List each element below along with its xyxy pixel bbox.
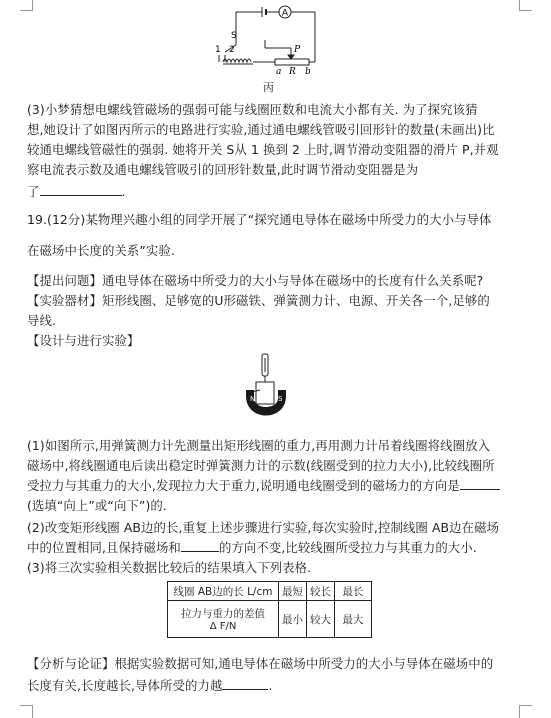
rheostat-r-label: R — [289, 67, 296, 77]
table-cell: 最大 — [335, 601, 372, 638]
p1-line-4: (选填“向上”或“向下”)的. — [27, 498, 167, 513]
analysis-line-1 — [27, 654, 527, 674]
p2-line-2 — [27, 538, 527, 558]
figure-caption: 丙 — [263, 81, 274, 94]
table-row2-head-text: 拉力与重力的差值 — [181, 608, 265, 620]
table-row — [168, 582, 372, 601]
analysis-label: 【分析与论证】 — [27, 656, 115, 671]
equip-text: 矩形线圈、足够宽的U形磁铁、弹簧测力计、电源、开关各一个,足够的 — [101, 293, 490, 308]
rheostat-a-label: a — [276, 67, 282, 77]
crop-mark-top-left — [20, 0, 33, 11]
ask-text: 通电导体在磁场中所受力的大小与导体在磁场中的长度有什么关系呢? — [101, 273, 484, 288]
magnet-n-label: N — [250, 395, 256, 403]
analysis-answer-blank[interactable] — [222, 676, 268, 690]
design-label: 【设计与进行实验】 — [27, 333, 140, 348]
p2-line-1: (2)改变矩形线圈 AB边的长,重复上述步骤进行实验,每次实验时,控制线圈 AB边在磁场 — [27, 520, 500, 535]
q3-line-3: 较通电螺线管磁性的强弱. 她将开关 S从 1 换到 2 上时,调节滑动变阻器的滑片 P,并观 — [27, 142, 499, 157]
circuit-figure — [205, 0, 335, 80]
p2-suffix: 的方向不变,比较线圈所受拉力与其重力的大小. — [218, 540, 477, 555]
crop-mark-bottom-left — [20, 705, 33, 718]
equipment-line-2: 导线. — [27, 313, 57, 328]
q3-answer-blank[interactable] — [40, 182, 122, 196]
p1-line-1: (1)如图所示,用弹簧测力计先测量出矩形线圈的重力,再用测力计吊着线圈将线圈放入 — [27, 438, 491, 453]
p1-line-3 — [27, 476, 527, 496]
equipment — [27, 291, 527, 311]
terminal-1-label: 1 — [215, 45, 221, 55]
q19-title-line-2: 在磁场中长度的关系”实验. — [27, 243, 175, 258]
magnet-s-label: S — [278, 395, 283, 403]
crop-mark-top-right — [519, 0, 532, 11]
table-row1-head: 线圈 AB边的长 L/cm — [168, 582, 279, 601]
table-cell: 最短 — [279, 582, 307, 601]
table-cell: 最小 — [279, 601, 307, 638]
q3-line-2: 想,她设计了如图丙所示的电路进行实验,通过通电螺线管吸引回形针的数量(未画出)比 — [27, 122, 495, 137]
p3-line-1: (3)将三次实验相关数据比较后的结果填入下列表格. — [27, 560, 312, 575]
p2-prefix: 中的位置相同,且保持磁场和 — [27, 540, 181, 555]
table-cell: 最长 — [335, 582, 372, 601]
slider-p-label: P — [294, 45, 301, 55]
ask-label: 【提出问题】 — [27, 273, 102, 288]
crop-mark-bottom-right — [519, 705, 532, 718]
equip-label: 【实验器材】 — [27, 293, 102, 308]
magnet-coil-figure — [238, 352, 298, 426]
analysis-suffix: . — [268, 678, 273, 693]
table-cell: 较长 — [307, 582, 335, 601]
analysis-text: 根据实验数据可知,通电导体在磁场中所受力的大小与导体在磁场中的 — [114, 656, 494, 671]
p2-answer-blank[interactable] — [181, 538, 219, 552]
ask-question — [27, 271, 527, 291]
table-cell: 较大 — [307, 601, 335, 638]
table-row — [168, 601, 372, 638]
ammeter-label: A — [281, 8, 289, 19]
rheostat-b-label: b — [305, 67, 311, 77]
analysis-line-2 — [27, 676, 527, 696]
analysis-prefix: 长度有关,长度越长,导体所受的力越 — [27, 678, 223, 693]
q3-line-1: (3)小梦猜想电螺线管磁场的强弱可能与线圈匝数和电流大小都有关. 为了探究该猜 — [27, 102, 478, 117]
switch-label: S — [231, 31, 237, 41]
q3-prefix: 了 — [27, 184, 40, 199]
table-row2-unit: Δ F/N — [209, 621, 237, 632]
table-row2-head — [168, 601, 279, 638]
q3-line-5 — [27, 182, 527, 202]
p1-line-3-text: 受拉力与其重力的大小,发现拉力大于重力,说明通电线圈受到的磁场力的方向是 — [27, 478, 460, 493]
results-table — [167, 581, 372, 638]
q19-title-line-1: 19.(12分)某物理兴趣小组的同学开展了“探究通电导体在磁场中所受力的大小与导体 — [27, 212, 492, 227]
p1-answer-blank[interactable] — [460, 476, 500, 490]
q3-suffix: . — [121, 184, 126, 199]
p1-line-2: 磁场中,将线圈通电后读出稳定时弹簧测力计的示数(线圈受到的拉力大小),比较线圈所 — [27, 458, 495, 473]
terminal-2-label: 2 — [229, 45, 235, 55]
q3-line-4: 察电流表示数及通电螺线管吸引的回形针数量,此时调节滑动变阻器是为 — [27, 162, 419, 177]
